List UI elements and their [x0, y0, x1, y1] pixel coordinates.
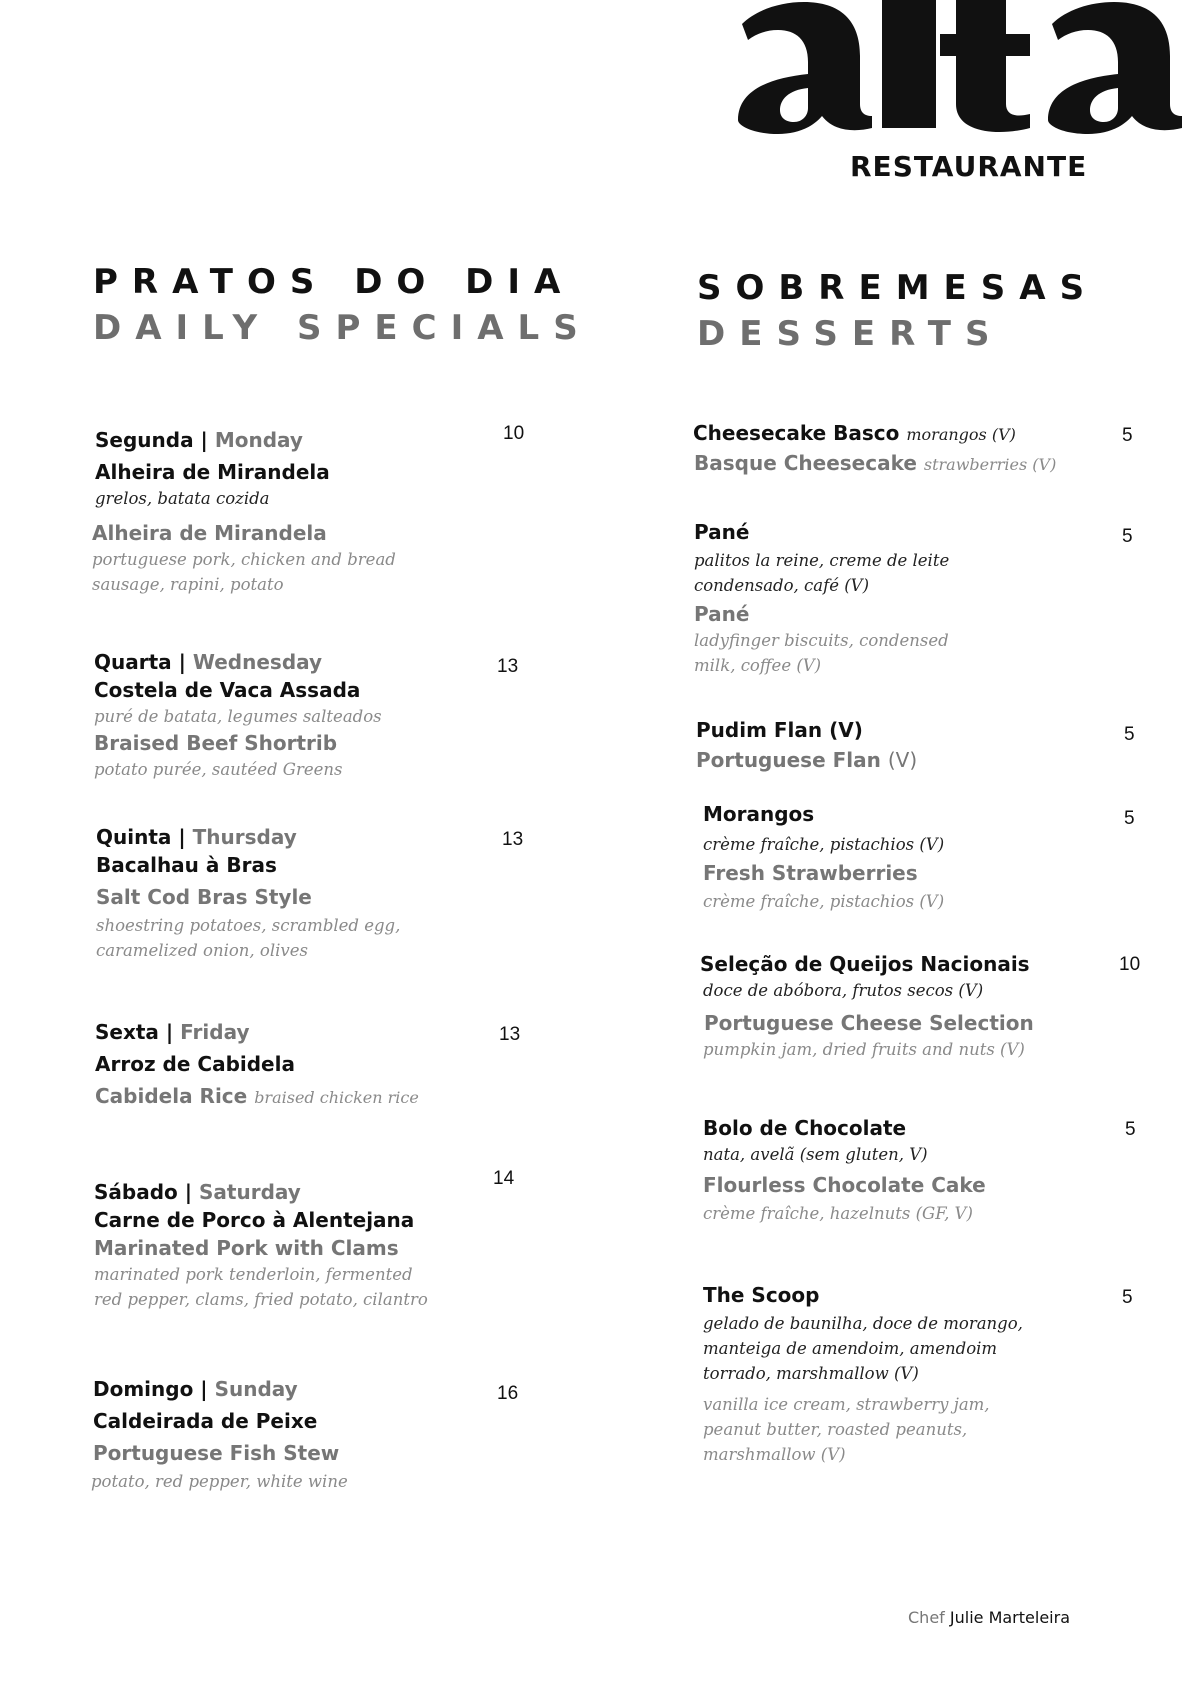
daily-specials-title-en: DAILY SPECIALS	[93, 308, 592, 348]
dish-name-en: Portuguese Fish Stew	[93, 1441, 340, 1465]
dish-name-en: Marinated Pork with Clams	[94, 1236, 399, 1260]
dessert-desc-pt: nata, avelã (sem gluten, V)	[703, 1145, 928, 1164]
dessert-item-morangos	[703, 800, 1063, 914]
dessert-desc-en: vanilla ice cream, strawberry jam, peanut butter, roasted peanuts, marshmallow (V)	[703, 1395, 990, 1464]
dish-name-pt: Carne de Porco à Alentejana	[94, 1208, 415, 1232]
dish-name-en: Salt Cod Bras Style	[96, 885, 312, 909]
dessert-name-pt: Morangos	[703, 802, 815, 826]
dessert-desc-pt: gelado de baunilha, doce de morango, manteiga de amendoim, amendoim torrado, marshmallow (V)	[703, 1314, 1023, 1383]
day-heading: Quarta | Wednesday	[94, 650, 323, 674]
dish-desc-en: portuguese pork, chicken and bread sausage, rapini, potato	[92, 550, 396, 594]
dessert-name-pt: The Scoop	[703, 1283, 820, 1307]
dish-desc-en: potato, red pepper, white wine	[91, 1472, 348, 1491]
dish-name-en: Braised Beef Shortrib	[94, 731, 338, 755]
dessert-name-pt: Pané	[694, 520, 750, 544]
dessert-name-pt-line: Cheesecake Basco morangos (V)	[693, 421, 1016, 445]
price-bolo: 5	[1125, 1119, 1136, 1140]
dessert-name-en: Fresh Strawberries	[703, 861, 918, 885]
dessert-desc-pt: doce de abóbora, frutos secos (V)	[703, 981, 984, 1000]
chef-credit: Chef Julie Marteleira	[908, 1608, 1070, 1627]
daily-item-thursday	[96, 823, 496, 963]
price-morangos: 5	[1124, 808, 1135, 829]
day-heading: Domingo | Sunday	[93, 1377, 298, 1401]
dessert-desc-en: crème fraîche, pistachios (V)	[703, 892, 945, 911]
day-heading: Sábado | Saturday	[94, 1180, 301, 1204]
daily-item-sunday	[93, 1375, 493, 1494]
dish-name-pt: Bacalhau à Bras	[96, 853, 277, 877]
dish-desc-en: marinated pork tenderloin, fermented red pepper, clams, fried potato, cilantro	[94, 1265, 428, 1309]
dessert-name-en: Flourless Chocolate Cake	[703, 1173, 986, 1197]
dish-desc-en: potato purée, sautéed Greens	[94, 760, 343, 779]
dessert-name-pt: Pudim Flan (V)	[696, 718, 863, 742]
daily-item-wednesday	[94, 648, 494, 782]
price-pudim: 5	[1124, 724, 1135, 745]
dessert-desc-en: ladyfinger biscuits, condensed milk, coffee (V)	[694, 631, 949, 675]
price-monday: 10	[503, 423, 525, 444]
desserts-title-pt: SOBREMESAS	[697, 268, 1099, 308]
dessert-desc-en: pumpkin jam, dried fruits and nuts (V)	[703, 1040, 1025, 1059]
desserts-title-en: DESSERTS	[697, 314, 1004, 354]
dessert-item-cheesecake	[693, 419, 1093, 479]
price-sunday: 16	[497, 1383, 519, 1404]
dish-desc-pt: puré de batata, legumes salteados	[94, 707, 382, 726]
restaurant-logo	[730, 0, 1200, 190]
price-scoop: 5	[1122, 1287, 1133, 1308]
daily-item-monday	[92, 426, 495, 597]
dessert-item-scoop	[703, 1281, 1063, 1467]
dish-name-pt: Costela de Vaca Assada	[94, 678, 361, 702]
dessert-item-queijos	[700, 950, 1100, 1062]
dish-desc-en: shoestring potatoes, scrambled egg, caramelized onion, olives	[96, 916, 401, 960]
dessert-name-en-line: Portuguese Flan (V)	[696, 748, 918, 772]
daily-item-saturday	[94, 1178, 514, 1312]
price-pane: 5	[1122, 526, 1133, 547]
dessert-desc-pt: crème fraîche, pistachios (V)	[703, 835, 945, 854]
daily-item-friday	[95, 1018, 495, 1112]
dish-name-en-line: Cabidela Rice braised chicken rice	[95, 1084, 419, 1108]
day-heading: Quinta | Thursday	[96, 825, 297, 849]
dessert-name-pt: Seleção de Queijos Nacionais	[700, 952, 1030, 976]
dessert-name-en-line: Basque Cheesecake strawberries (V)	[694, 451, 1057, 475]
dish-name-en: Alheira de Mirandela	[92, 521, 327, 545]
dish-name-pt: Caldeirada de Peixe	[93, 1409, 318, 1433]
price-wednesday: 13	[497, 656, 519, 677]
dessert-item-pane	[694, 518, 1054, 678]
price-friday: 13	[499, 1024, 521, 1045]
price-cheesecake: 5	[1122, 425, 1133, 446]
dish-desc-pt: grelos, batata cozida	[95, 489, 270, 508]
day-heading: Sexta | Friday	[95, 1020, 250, 1044]
day-heading: Segunda | Monday	[95, 428, 303, 452]
restaurant-subtitle: RESTAURANTE	[850, 150, 1088, 183]
dessert-desc-en: crème fraîche, hazelnuts (GF, V)	[703, 1204, 973, 1223]
price-saturday: 14	[493, 1168, 515, 1189]
dessert-name-en: Pané	[694, 602, 750, 626]
daily-specials-title-pt: PRATOS DO DIA	[93, 262, 575, 302]
dessert-name-en: Portuguese Cheese Selection	[704, 1011, 1034, 1035]
alta-logo-mark	[730, 0, 1200, 140]
dessert-item-bolo	[703, 1114, 1103, 1226]
price-thursday: 13	[502, 829, 524, 850]
dish-name-pt: Alheira de Mirandela	[95, 460, 330, 484]
dessert-desc-pt: palitos la reine, creme de leite condensado, café (V)	[694, 551, 950, 595]
dish-name-pt: Arroz de Cabidela	[95, 1052, 295, 1076]
dessert-item-pudim	[696, 716, 1056, 774]
price-queijos: 10	[1119, 954, 1141, 975]
dessert-name-pt: Bolo de Chocolate	[703, 1116, 907, 1140]
